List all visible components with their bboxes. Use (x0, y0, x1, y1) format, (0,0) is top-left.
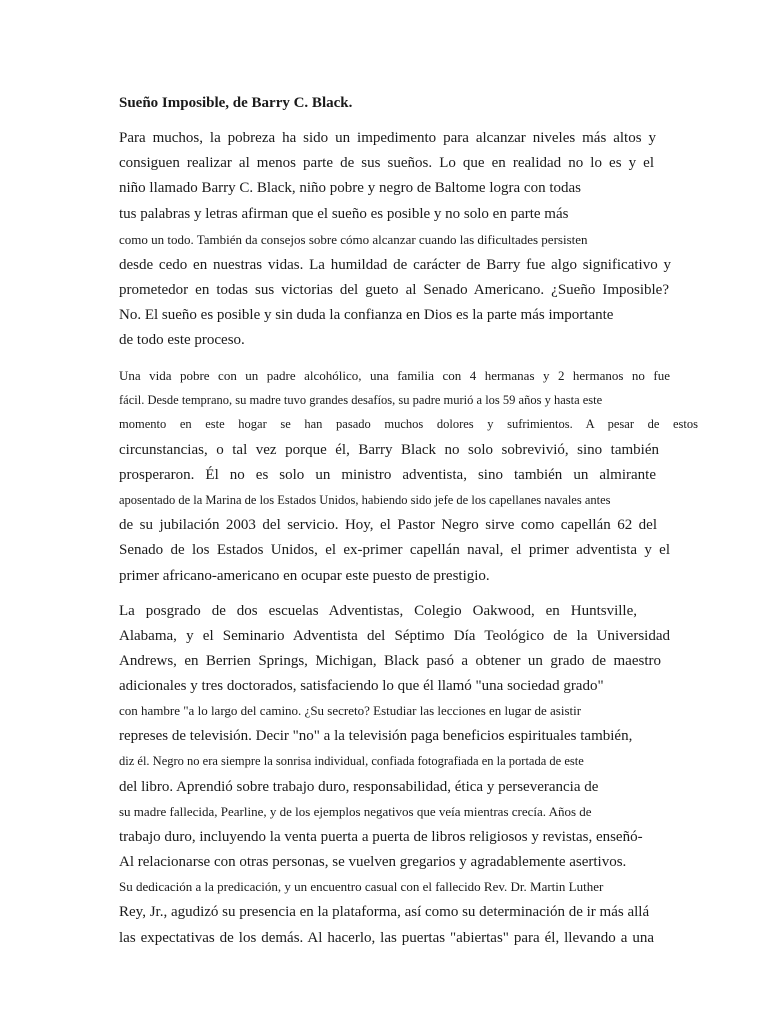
paragraph-line: No. El sueño es posible y sin duda la confianza en Dios es la parte más importante (119, 307, 614, 323)
paragraph-line: consiguen realizar al menos parte de sus sueños. Lo que en realidad no lo es y el (119, 155, 654, 171)
paragraph-line: fácil. Desde temprano, su madre tuvo grandes desafíos, su padre murió a los 59 años y hasta este (119, 393, 603, 407)
paragraph-line: circunstancias, o tal vez porque él, Barry Black no solo sobrevivió, sino también (119, 442, 659, 458)
paragraph-line: La posgrado de dos escuelas Adventistas, Colegio Oakwood, en Huntsville, (119, 603, 637, 619)
paragraph-line: desde cedo en nuestras vidas. La humildad de carácter de Barry fue algo significativo y (119, 257, 671, 273)
paragraph-line: diz él. Negro no era siempre la sonrisa individual, confiada fotografiada en la portada de este (119, 754, 584, 768)
paragraph-line: Para muchos, la pobreza ha sido un impedimento para alcanzar niveles más altos y (119, 130, 656, 146)
paragraph-line: como un todo. También da consejos sobre cómo alcanzar cuando las dificultades persisten (119, 232, 588, 247)
paragraph-line: de su jubilación 2003 del servicio. Hoy, el Pastor Negro sirve como capellán 62 del (119, 517, 657, 533)
paragraph-line: aposentado de la Marina de los Estados Unidos, habiendo sido jefe de los capellanes navales antes (119, 493, 611, 507)
paragraph-line: Su dedicación a la predicación, y un encuentro casual con el fallecido Rev. Dr. Martin Luther (119, 879, 604, 894)
paragraph-line: con hambre "a lo largo del camino. ¿Su secreto? Estudiar las lecciones en lugar de asistir (119, 703, 582, 718)
paragraph-line: Al relacionarse con otras personas, se vuelven gregarios y agradablemente asertivos. (119, 854, 627, 870)
paragraph-line: Alabama, y el Seminario Adventista del Séptimo Día Teológico de la Universidad (119, 628, 670, 644)
paragraph-line: Andrews, en Berrien Springs, Michigan, Black pasó a obtener un grado de maestro (119, 653, 661, 669)
paragraph-line: tus palabras y letras afirman que el sueño es posible y no solo en parte más (119, 206, 569, 222)
paragraph-line: adicionales y tres doctorados, satisfaciendo lo que él llamó "una sociedad grado" (119, 678, 604, 694)
paragraph-line: trabajo duro, incluyendo la venta puerta a puerta de libros religiosos y revistas, enseñó- (119, 829, 643, 845)
paragraph-line: Rey, Jr., agudizó su presencia en la plataforma, así como su determinación de ir más allá (119, 904, 650, 920)
paragraph-line: niño llamado Barry C. Black, niño pobre y negro de Baltome logra con todas (119, 180, 581, 196)
paragraph-line: momento en este hogar se han pasado muchos dolores y sufrimientos. A pesar de estos (119, 417, 698, 431)
paragraph-line: de todo este proceso. (119, 332, 245, 348)
paragraph-line: primer africano-americano en ocupar este puesto de prestigio. (119, 568, 490, 584)
paragraph-line: del libro. Aprendió sobre trabajo duro, responsabilidad, ética y perseverancia de (119, 779, 599, 795)
document-title: Sueño Imposible, de Barry C. Black. (119, 95, 353, 111)
paragraph-line: represes de televisión. Decir "no" a la televisión paga beneficios espirituales también, (119, 728, 633, 744)
paragraph-line: prometedor en todas sus victorias del gueto al Senado Americano. ¿Sueño Imposible? (119, 282, 669, 298)
paragraph-line: Una vida pobre con un padre alcohólico, una familia con 4 hermanas y 2 hermanos no fue (119, 368, 670, 383)
paragraph-line: las expectativas de los demás. Al hacerlo, las puertas "abiertas" para él, llevando a una (119, 930, 654, 946)
paragraph-line: su madre fallecida, Pearline, y de los ejemplos negativos que veía mientras crecía. Años de (119, 804, 592, 819)
paragraph-line: Senado de los Estados Unidos, el ex-primer capellán naval, el primer adventista y el (119, 542, 670, 558)
paragraph-line: prosperaron. Él no es solo un ministro adventista, sino también un almirante (119, 467, 656, 483)
